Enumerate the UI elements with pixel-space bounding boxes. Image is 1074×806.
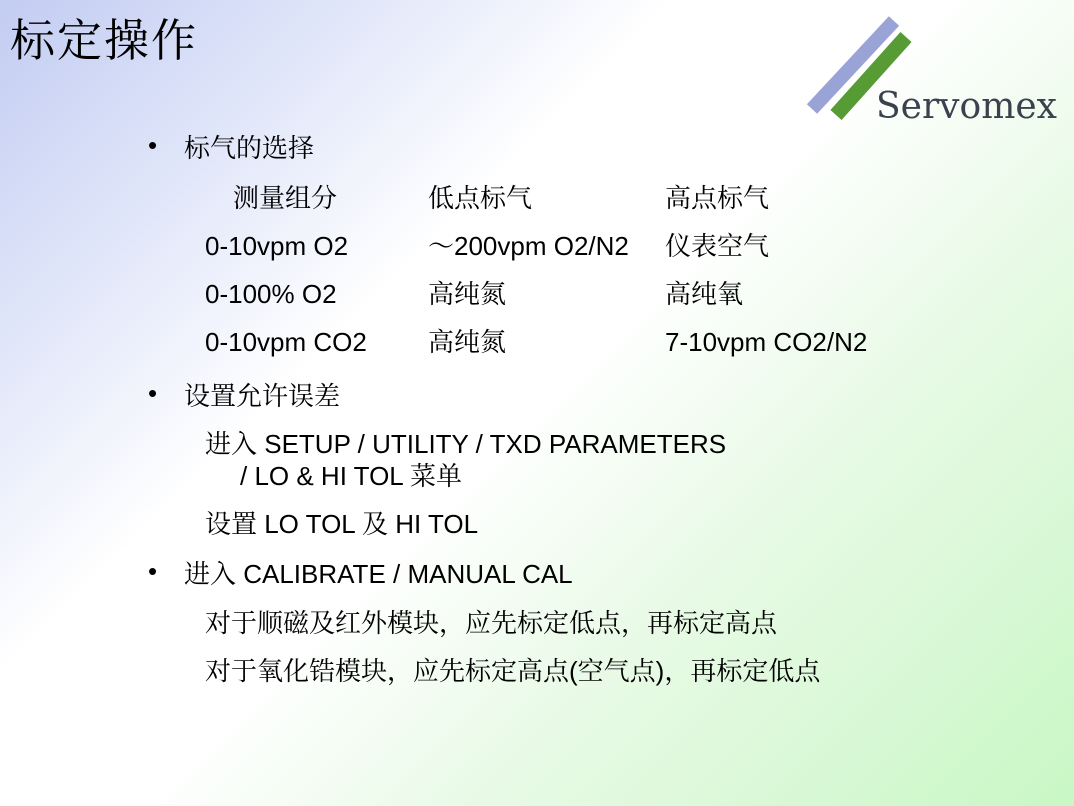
bullet-icon: • [148,130,158,160]
table-cell: 仪表空气 [665,231,770,261]
table-row [0,327,1074,357]
table-header-component: 测量组分 [233,183,338,213]
calibrate-note-line1: 对于顺磁及红外模块，应先标定低点，再标定高点 [205,608,778,638]
table-header-low-gas: 低点标气 [428,183,533,213]
bullet-icon: • [148,556,158,586]
table-cell: 0-10vpm CO2 [205,327,367,357]
tolerance-set-line: 设置 LO TOL 及 HI TOL [205,509,479,539]
bullet-icon: • [148,378,158,408]
tolerance-menu-path-line1: 进入 SETUP / UTILITY / TXD PARAMETERS [205,429,727,459]
bullet-tolerance: 设置允许误差 [184,381,341,411]
table-cell: ～200vpm O2/N2 [428,231,629,261]
table-header-row [0,183,1074,213]
servomex-logo [800,5,1074,127]
table-cell: 高纯氮 [428,327,507,357]
table-row [0,231,1074,261]
logo-text: Servomex [876,86,1057,127]
bullet-gas-selection: 标气的选择 [184,133,315,163]
table-cell: 7-10vpm CO2/N2 [665,327,868,357]
bullet-calibrate: 进入 CALIBRATE / MANUAL CAL [184,559,573,589]
table-cell: 高纯氮 [428,279,507,309]
table-cell: 高纯氧 [665,279,744,309]
tolerance-menu-path-line2: / LO & HI TOL 菜单 [240,461,463,491]
page-title: 标定操作 [10,14,199,67]
table-cell: 0-10vpm O2 [205,231,349,261]
table-row [0,279,1074,309]
table-cell: 0-100% O2 [205,279,337,309]
calibrate-note-line2: 对于氧化锆模块，应先标定高点(空气点)，再标定低点 [205,656,821,686]
table-header-high-gas: 高点标气 [665,183,770,213]
